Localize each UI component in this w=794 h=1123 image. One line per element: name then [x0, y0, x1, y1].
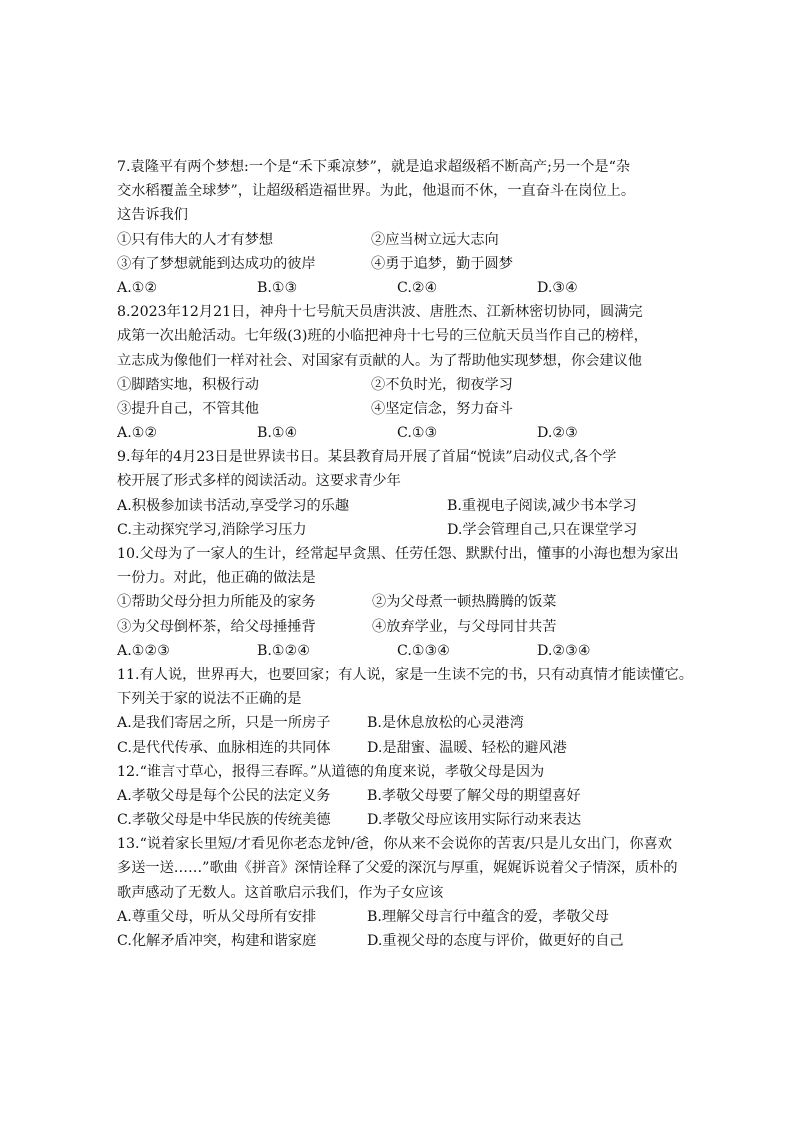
- option-row: [117, 784, 697, 808]
- question-stem: 这告诉我们: [117, 207, 188, 224]
- statement-row: [117, 590, 697, 614]
- statement: ③有了梦想就能到达成功的彼岸: [117, 255, 316, 272]
- statement: ②应当树立远大志向: [371, 231, 499, 248]
- question-stem: 10.父母为了一家人的生计，经常起早贪黑、任劳任怨、默默付出，懂事的小海也想为家出: [117, 546, 679, 562]
- option-row: [117, 421, 697, 445]
- option: B.孝敬父母要了解父母的期望喜好: [367, 787, 581, 804]
- question-list: [117, 155, 697, 953]
- question-stem: 12.“谁言寸草心，报得三春晖。”从道德的角度来说，孝敬父母是因为: [117, 763, 545, 780]
- question-9: [117, 445, 697, 542]
- question-12: [117, 760, 697, 833]
- option-row: [117, 736, 697, 760]
- question-stem: 歌声感动了无数人。这首歌启示我们，作为子女应该: [117, 884, 444, 901]
- question-stem: 13.“说着家长里短/才看见你老态龙钟/爸，你从来不会说你的苦衷/只是儿女出门，你喜欢: [117, 836, 672, 853]
- option: A.是我们寄居之所，只是一所房子: [117, 715, 331, 732]
- option: C.化解矛盾冲突，构建和谐家庭: [117, 933, 317, 949]
- option: A.积极参加读书活动,享受学习的乐趣: [117, 497, 350, 514]
- option: A.①②③: [117, 642, 170, 659]
- option-row: [117, 639, 697, 663]
- option-row: [117, 929, 697, 953]
- question-stem: 立志成为像他们一样对社会、对国家有贡献的人。为了帮助他实现梦想，你会建议他: [117, 352, 642, 369]
- question-11: [117, 663, 697, 760]
- statement-row: [117, 373, 697, 397]
- option: D.学会管理自己,只在课堂学习: [447, 521, 638, 538]
- question-13: [117, 832, 697, 953]
- option-row: [117, 494, 697, 518]
- statement-row: [117, 397, 697, 421]
- option: A.①②: [117, 279, 158, 296]
- option: D.②③: [537, 425, 578, 442]
- statement: ①帮助父母分担力所能及的家务: [117, 594, 316, 611]
- question-8: [117, 300, 697, 445]
- question-stem: 11.有人说，世界再大，也要回家；有人说，家是一生读不完的书，只有动真情才能读懂它。: [117, 666, 693, 683]
- question-stem: 7.袁隆平有两个梦想:一个是“禾下乘凉梦”，就是追求超级稻不断高产;另一个是“杂: [117, 159, 631, 175]
- statement: ②为父母煮一顿热腾腾的饭菜: [372, 594, 557, 611]
- question-stem: 交水稻覆盖全球梦”，让超级稻造福世界。为此，他退而不休，一直奋斗在岗位上。: [117, 183, 636, 200]
- option: B.是休息放松的心灵港湾: [367, 715, 524, 732]
- option: D.②③④: [537, 642, 591, 659]
- option: B.①③: [257, 279, 298, 296]
- question-stem: 8.2023年12月21日，神舟十七号航天员唐洪波、唐胜杰、江新林密切协同，圆满完: [117, 304, 643, 321]
- option: B.理解父母言行中蕴含的爱，孝敬父母: [367, 908, 609, 925]
- option-row: [117, 905, 697, 929]
- question-stem: 多送一送……”歌曲《拼音》深情诠释了父爱的深沉与厚重，娓娓诉说着父子情深，质朴的: [117, 860, 678, 877]
- option: C.孝敬父母是中华民族的传统美德: [117, 812, 331, 829]
- statement-row: [117, 615, 697, 639]
- question-stem: 成第一次出舱活动。七年级(3)班的小临把神舟十七号的三位航天员当作自己的榜样，: [117, 328, 648, 345]
- question-stem: 下列关于家的说法不正确的是: [117, 691, 302, 708]
- question-7: [117, 155, 697, 300]
- option: A.尊重父母，听从父母所有安排: [117, 908, 317, 925]
- statement: ④放弃学业，与父母同甘共苦: [372, 618, 557, 635]
- option: C.是代代传承、血脉相连的共同体: [117, 739, 331, 756]
- statement: ③提升自己，不管其他: [117, 400, 259, 417]
- statement-row: [117, 228, 697, 252]
- statement: ②不负时光，彻夜学习: [371, 376, 513, 393]
- statement-row: [117, 252, 697, 276]
- option: B.①②④: [257, 642, 311, 659]
- option-row: [117, 276, 697, 300]
- statement: ①只有伟大的人才有梦想: [117, 231, 274, 248]
- option: C.①③④: [397, 642, 451, 659]
- statement: ①脚踏实地，积极行动: [117, 376, 259, 393]
- option: C.②④: [397, 279, 438, 296]
- option: C.主动探究学习,消除学习压力: [117, 521, 307, 538]
- statement: ④坚定信念，努力奋斗: [371, 400, 513, 417]
- option: D.重视父母的态度与评价，做更好的自己: [367, 933, 624, 949]
- option-row: [117, 808, 697, 832]
- option: B.①④: [257, 425, 298, 442]
- option: D.是甜蜜、温暖、轻松的避风港: [367, 739, 567, 756]
- question-stem: 9.每年的4月23日是世界读书日。某县教育局开展了首届“悦读”启动仪式,各个学: [117, 449, 617, 466]
- option: C.①③: [397, 425, 438, 442]
- statement: ④勇于追梦，勤于圆梦: [371, 255, 513, 272]
- option: A.①②: [117, 425, 158, 442]
- option: D.③④: [537, 279, 578, 296]
- option-row: [117, 518, 697, 542]
- statement: ③为父母倒杯茶，给父母捶捶背: [117, 618, 316, 635]
- option-row: [117, 711, 697, 735]
- question-10: [117, 542, 697, 663]
- option: B.重视电子阅读,减少书本学习: [447, 497, 637, 514]
- option: A.孝敬父母是每个公民的法定义务: [117, 787, 331, 804]
- question-stem: 一份力。对此，他正确的做法是: [117, 570, 316, 587]
- question-stem: 校开展了形式多样的阅读活动。这要求青少年: [117, 473, 401, 490]
- option: D.孝敬父母应该用实际行动来表达: [367, 812, 582, 829]
